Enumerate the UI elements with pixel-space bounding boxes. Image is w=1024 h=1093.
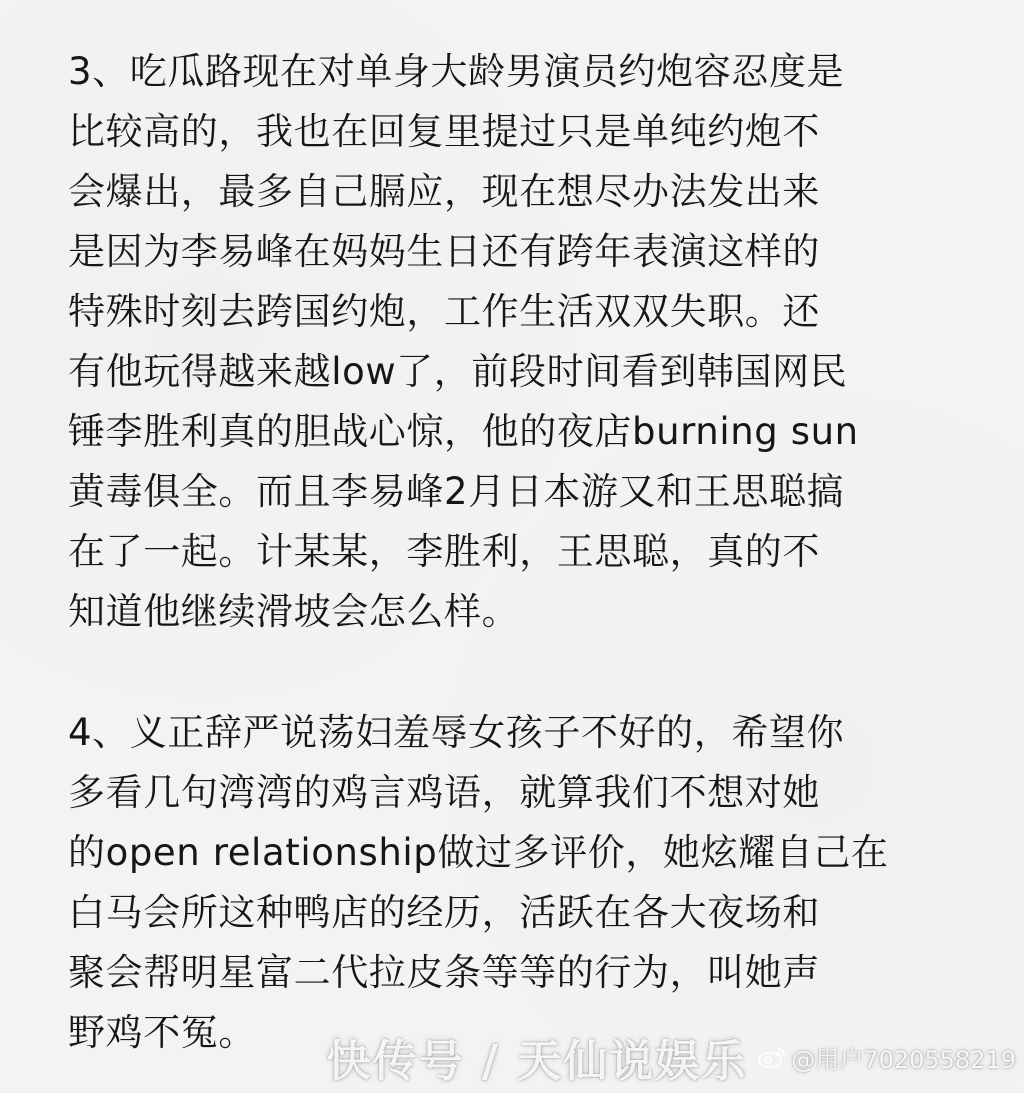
text-line: 有他玩得越来越low了，前段时间看到韩国网民	[68, 350, 848, 393]
text-line: 特殊时刻去跨国约炮，工作生活双双失职。还	[68, 290, 820, 333]
text-line: 会爆出，最多自己膈应，现在想尽办法发出来	[68, 170, 820, 213]
weibo-icon	[757, 1045, 787, 1069]
text-line: 野鸡不冤。	[68, 1011, 256, 1054]
text-line: 知道他继续滑坡会怎么样。	[68, 590, 520, 633]
text-line: 白马会所这种鸭店的经历，活跃在各大夜场和	[68, 891, 820, 934]
text-line: 在了一起。计某某，李胜利，王思聪，真的不	[68, 530, 820, 573]
text-line: 聚会帮明星富二代拉皮条等等的行为，叫她声	[68, 951, 820, 994]
text-line: 4、义正辞严说荡妇羞辱女孩子不好的，希望你	[68, 711, 845, 754]
text-line: 锤李胜利真的胆战心惊，他的夜店burning sun	[68, 410, 859, 453]
watermark-handle-group	[757, 1040, 1016, 1075]
text-line: 比较高的，我也在回复里提过只是单纯约炮不	[68, 110, 820, 153]
text-line: 是因为李易峰在妈妈生日还有跨年表演这样的	[68, 230, 820, 273]
paragraph-4	[68, 703, 958, 1063]
text-line: 3、吃瓜路现在对单身大龄男演员约炮容忍度是	[68, 50, 845, 93]
watermark-source: 快传号 / 天仙说娱乐	[326, 1036, 748, 1087]
watermark	[327, 1027, 1016, 1087]
text-line: 多看几句湾湾的鸡言鸡语，就算我们不想对她	[68, 771, 820, 814]
watermark-handle: @用户7020558219	[791, 1045, 1016, 1074]
text-line: 的open relationship做过多评价，她炫耀自己在	[68, 831, 889, 874]
text-line: 黄毒俱全。而且李易峰2月日本游又和王思聪搞	[68, 470, 845, 513]
paragraph-3	[68, 42, 958, 642]
